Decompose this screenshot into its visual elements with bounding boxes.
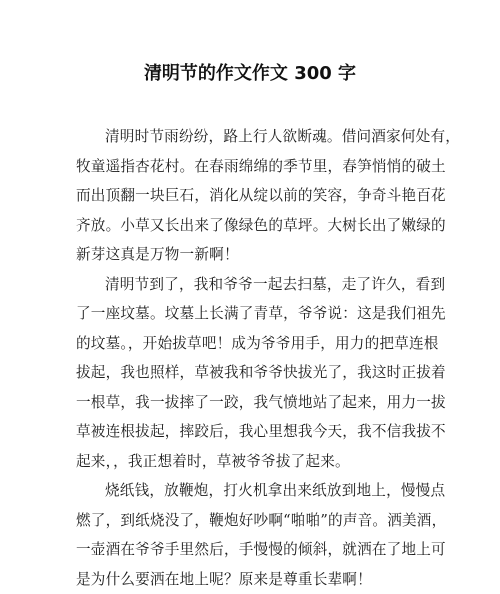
essay-body — [76, 122, 426, 594]
essay-line: 是为什么要洒在地上呢？原来是尊重长辈啊！ — [76, 565, 426, 594]
essay-line: 烧纸钱，放鞭炮，打火机拿出来纸放到地上，慢慢点 — [76, 476, 426, 506]
essay-line: 清明节到了，我和爷爷一起去扫墓，走了许久，看到 — [76, 270, 426, 300]
essay-line: 燃了，到纸烧没了，鞭炮好吵啊“啪啪”的声音。洒美酒， — [76, 506, 426, 536]
essay-line: 了一座坟墓。坟墓上长满了青草，爷爷说：这是我们祖先 — [76, 299, 426, 329]
essay-line: 拔起，我也照样，草被我和爷爷快拔光了，我这时正拔着 — [76, 358, 426, 388]
document-title: 清明节的作文作文 300 字 — [0, 62, 500, 86]
essay-line: 起来，，我正想着时，草被爷爷拔了起来。 — [76, 447, 426, 477]
essay-line: 牧童遥指杏花村。在春雨绵绵的季节里，春笋悄悄的破土 — [76, 152, 426, 182]
essay-line: 草被连根拔起，摔跤后，我心里想我今天，我不信我拔不 — [76, 417, 426, 447]
essay-line: 新芽这真是万物一新啊！ — [76, 240, 426, 270]
essay-line: 而出顶翻一块巨石，消化从绽以前的笑容，争奇斗艳百花 — [76, 181, 426, 211]
essay-line: 一壶酒在爷爷手里然后，手慢慢的倾斜，就洒在了地上可 — [76, 535, 426, 565]
essay-line: 的坟墓。，开始拔草吧！成为爷爷用手，用力的把草连根 — [76, 329, 426, 359]
essay-line: 一根草，我一拔摔了一跤，我气愤地站了起来，用力一拔 — [76, 388, 426, 418]
essay-line: 清明时节雨纷纷，路上行人欲断魂。借问酒家何处有， — [76, 122, 426, 152]
essay-line: 齐放。小草又长出来了像绿色的草坪。大树长出了嫩绿的 — [76, 211, 426, 241]
